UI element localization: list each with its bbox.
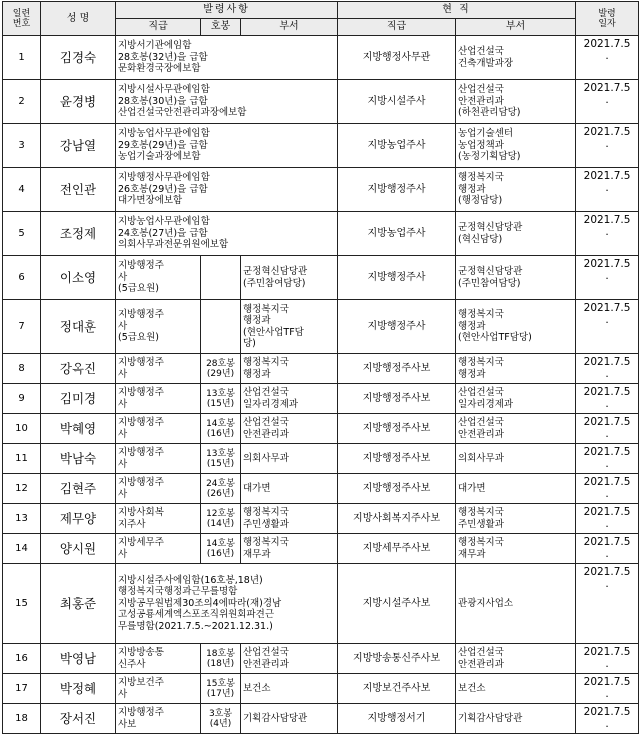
table-row xyxy=(3,354,639,384)
row-number: 18 xyxy=(3,704,41,734)
row-number: 12 xyxy=(3,474,41,504)
appointment-date: 2021.7.5 . xyxy=(576,354,639,384)
appointment-date: 2021.7.5 . xyxy=(576,36,639,80)
appointment-detail: 지방행정사무관에임함 26호봉(29년)을 급함 대가면장에보함 xyxy=(116,168,338,212)
table-row xyxy=(3,36,639,80)
personnel-appointment-table xyxy=(2,1,639,734)
appointment-date: 2021.7.5 . xyxy=(576,674,639,704)
appointment-dept: 행정복지국 행정과 (현안사업TF담 당) xyxy=(241,300,338,354)
appointment-dept: 행정복지국 재무과 xyxy=(241,534,338,564)
appointment-date: 2021.7.5 . xyxy=(576,704,639,734)
header-appointment-dept: 부서 xyxy=(241,19,338,36)
table-row xyxy=(3,256,639,300)
appointment-date: 2021.7.5 . xyxy=(576,300,639,354)
current-dept: 군정혁신담당관 (주민참여담당) xyxy=(456,256,576,300)
appointment-date: 2021.7.5 . xyxy=(576,256,639,300)
person-name: 조정제 xyxy=(41,212,116,256)
appointment-dept: 행정복지국 행정과 xyxy=(241,354,338,384)
person-name: 김현주 xyxy=(41,474,116,504)
current-grade: 지방행정주사보 xyxy=(338,414,456,444)
header-appointment-grade: 직급 xyxy=(116,19,201,36)
person-name: 김경숙 xyxy=(41,36,116,80)
current-dept: 산업건설국 안전관리과 xyxy=(456,414,576,444)
person-name: 이소영 xyxy=(41,256,116,300)
row-number: 4 xyxy=(3,168,41,212)
appointment-grade: 지방행정주 사 xyxy=(116,444,201,474)
appointment-grade: 지방방송통 신주사 xyxy=(116,644,201,674)
current-dept: 행정복지국 행정과 xyxy=(456,354,576,384)
table-row xyxy=(3,212,639,256)
row-number: 15 xyxy=(3,564,41,644)
header-appointment: 발령사항 xyxy=(116,2,338,19)
appointment-grade: 지방행정주 사 xyxy=(116,384,201,414)
appointment-date: 2021.7.5 . xyxy=(576,644,639,674)
current-grade: 지방행정주사보 xyxy=(338,354,456,384)
appointment-detail: 지방시설사무관에임함 28호봉(30년)을 급함 산업건설국안전관리과장에보함 xyxy=(116,80,338,124)
appointment-step: 18호봉 (18년) xyxy=(201,644,241,674)
current-dept: 기획감사담당관 xyxy=(456,704,576,734)
appointment-date: 2021.7.5 . xyxy=(576,564,639,644)
row-number: 14 xyxy=(3,534,41,564)
appointment-step: 14호봉 (16년) xyxy=(201,414,241,444)
row-number: 5 xyxy=(3,212,41,256)
appointment-date: 2021.7.5 . xyxy=(576,414,639,444)
current-grade: 지방행정주사보 xyxy=(338,474,456,504)
person-name: 박혜영 xyxy=(41,414,116,444)
appointment-detail: 지방서기관에임함 28호봉(32년)을 급함 문화환경국장에보함 xyxy=(116,36,338,80)
current-grade: 지방행정주사 xyxy=(338,168,456,212)
appointment-step: 28호봉 (29년) xyxy=(201,354,241,384)
table-row xyxy=(3,474,639,504)
appointment-step: 13호봉 (15년) xyxy=(201,444,241,474)
appointment-step xyxy=(201,256,241,300)
appointment-date: 2021.7.5 . xyxy=(576,168,639,212)
appointment-grade: 지방행정주 사 (5급요원) xyxy=(116,300,201,354)
appointment-step: 24호봉 (26년) xyxy=(201,474,241,504)
appointment-dept: 산업건설국 안전관리과 xyxy=(241,644,338,674)
table-row xyxy=(3,124,639,168)
table-row xyxy=(3,444,639,474)
table-row xyxy=(3,534,639,564)
header-appointment-step: 호봉 xyxy=(201,19,241,36)
appointment-step xyxy=(201,300,241,354)
person-name: 강옥진 xyxy=(41,354,116,384)
appointment-step: 14호봉 (16년) xyxy=(201,534,241,564)
person-name: 최홍준 xyxy=(41,564,116,644)
row-number: 11 xyxy=(3,444,41,474)
appointment-date: 2021.7.5 . xyxy=(576,212,639,256)
current-dept: 농업기술센터 농업정책과 (농정기획담당) xyxy=(456,124,576,168)
appointment-grade: 지방행정주 사 xyxy=(116,474,201,504)
appointment-grade: 지방행정주 사 (5급요원) xyxy=(116,256,201,300)
header-name: 성 명 xyxy=(41,2,116,36)
appointment-date: 2021.7.5 . xyxy=(576,384,639,414)
person-name: 제무양 xyxy=(41,504,116,534)
current-dept: 행정복지국 행정과 (현안사업TF담당) xyxy=(456,300,576,354)
appointment-grade: 지방행정주 사 xyxy=(116,414,201,444)
person-name: 전인관 xyxy=(41,168,116,212)
person-name: 양시원 xyxy=(41,534,116,564)
row-number: 16 xyxy=(3,644,41,674)
table-row xyxy=(3,564,639,644)
header-current-dept: 부서 xyxy=(456,19,576,36)
person-name: 박정혜 xyxy=(41,674,116,704)
appointment-grade: 지방행정주 사 xyxy=(116,354,201,384)
current-grade: 지방세무주사보 xyxy=(338,534,456,564)
row-number: 10 xyxy=(3,414,41,444)
row-number: 6 xyxy=(3,256,41,300)
appointment-step: 15호봉 (17년) xyxy=(201,674,241,704)
table-row xyxy=(3,300,639,354)
row-number: 13 xyxy=(3,504,41,534)
current-dept: 행정복지국 행정과 (행정담당) xyxy=(456,168,576,212)
header-appointment-date: 발령 일자 xyxy=(576,2,639,36)
appointment-detail: 지방농업사무관에임함 29호봉(29년)을 급함 농업기술과장에보함 xyxy=(116,124,338,168)
appointment-dept: 행정복지국 주민생활과 xyxy=(241,504,338,534)
header-serial-number: 일련 번호 xyxy=(3,2,41,36)
current-dept: 산업건설국 안전관리과 xyxy=(456,644,576,674)
appointment-detail: 지방농업사무관에임함 24호봉(27년)을 급함 의회사무과전문위원에보함 xyxy=(116,212,338,256)
row-number: 17 xyxy=(3,674,41,704)
appointment-dept: 보건소 xyxy=(241,674,338,704)
table-row xyxy=(3,414,639,444)
current-dept: 행정복지국 주민생활과 xyxy=(456,504,576,534)
current-dept: 산업건설국 건축개발과장 xyxy=(456,36,576,80)
table-row xyxy=(3,168,639,212)
appointment-date: 2021.7.5 . xyxy=(576,504,639,534)
current-grade: 지방행정주사 xyxy=(338,256,456,300)
appointment-dept: 기획감사담당관 xyxy=(241,704,338,734)
person-name: 윤경병 xyxy=(41,80,116,124)
row-number: 1 xyxy=(3,36,41,80)
current-grade: 지방농업주사 xyxy=(338,124,456,168)
table-row xyxy=(3,504,639,534)
current-grade: 지방행정주사보 xyxy=(338,444,456,474)
current-grade: 지방농업주사 xyxy=(338,212,456,256)
current-dept: 산업건설국 일자리경제과 xyxy=(456,384,576,414)
row-number: 3 xyxy=(3,124,41,168)
person-name: 장서진 xyxy=(41,704,116,734)
current-grade: 지방행정서기 xyxy=(338,704,456,734)
header-current-position: 현 직 xyxy=(338,2,576,19)
person-name: 정대훈 xyxy=(41,300,116,354)
current-dept: 산업건설국 안전관리과 (하천관리담당) xyxy=(456,80,576,124)
current-grade: 지방보건주사보 xyxy=(338,674,456,704)
appointment-date: 2021.7.5 . xyxy=(576,474,639,504)
appointment-detail: 지방시설주사에임함(16호봉,18년) 행정복지국행정과근무를명함 지방공무원법제30조의4에따라(재)경남 고성공룡세계엑스포조직위원회파견근 무를명함(2021.7.5.~2021.12.31.) xyxy=(116,564,338,644)
table-row xyxy=(3,704,639,734)
current-dept: 행정복지국 재무과 xyxy=(456,534,576,564)
person-name: 박영남 xyxy=(41,644,116,674)
person-name: 박남숙 xyxy=(41,444,116,474)
current-grade: 지방행정사무관 xyxy=(338,36,456,80)
current-grade: 지방사회복지주사보 xyxy=(338,504,456,534)
appointment-date: 2021.7.5 . xyxy=(576,534,639,564)
person-name: 강남열 xyxy=(41,124,116,168)
appointment-dept: 산업건설국 안전관리과 xyxy=(241,414,338,444)
current-dept: 대가면 xyxy=(456,474,576,504)
appointment-grade: 지방보건주 사 xyxy=(116,674,201,704)
current-grade: 지방행정주사 xyxy=(338,300,456,354)
current-dept: 보건소 xyxy=(456,674,576,704)
row-number: 7 xyxy=(3,300,41,354)
appointment-date: 2021.7.5 . xyxy=(576,124,639,168)
current-dept: 군정혁신담당관 (혁신담당) xyxy=(456,212,576,256)
current-dept: 의회사무과 xyxy=(456,444,576,474)
appointment-date: 2021.7.5 . xyxy=(576,444,639,474)
table-row xyxy=(3,674,639,704)
person-name: 김미경 xyxy=(41,384,116,414)
current-grade: 지방방송통신주사보 xyxy=(338,644,456,674)
current-grade: 지방시설주사 xyxy=(338,80,456,124)
row-number: 8 xyxy=(3,354,41,384)
appointment-grade: 지방세무주 사 xyxy=(116,534,201,564)
table-row xyxy=(3,644,639,674)
appointment-dept: 의회사무과 xyxy=(241,444,338,474)
appointment-grade: 지방행정주 사보 xyxy=(116,704,201,734)
appointment-dept: 군정혁신담당관 (주민참여담당) xyxy=(241,256,338,300)
current-grade: 지방행정주사보 xyxy=(338,384,456,414)
appointment-step: 12호봉 (14년) xyxy=(201,504,241,534)
appointment-dept: 산업건설국 일자리경제과 xyxy=(241,384,338,414)
current-grade: 지방시설주사보 xyxy=(338,564,456,644)
appointment-grade: 지방사회복 지주사 xyxy=(116,504,201,534)
row-number: 9 xyxy=(3,384,41,414)
row-number: 2 xyxy=(3,80,41,124)
appointment-dept: 대가면 xyxy=(241,474,338,504)
appointment-step: 13호봉 (15년) xyxy=(201,384,241,414)
table-row xyxy=(3,384,639,414)
header-current-grade: 직급 xyxy=(338,19,456,36)
appointment-date: 2021.7.5 . xyxy=(576,80,639,124)
current-dept: 관광지사업소 xyxy=(456,564,576,644)
table-body xyxy=(3,36,639,734)
appointment-step: 3호봉 (4년) xyxy=(201,704,241,734)
table-row xyxy=(3,80,639,124)
